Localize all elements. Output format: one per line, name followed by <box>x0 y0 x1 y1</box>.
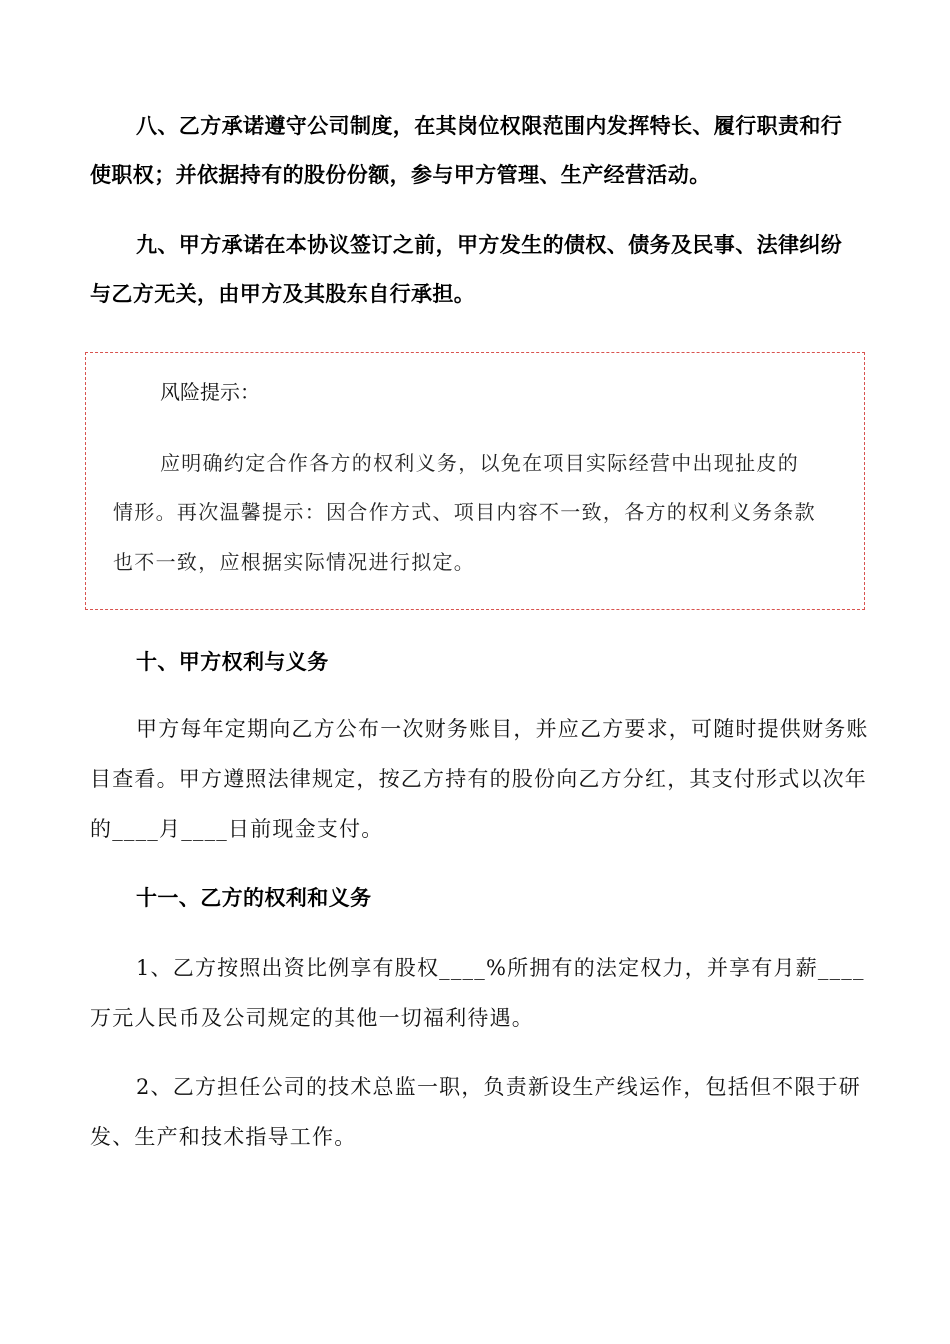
risk-notice-line-2: 情形。再次温馨提示：因合作方式、项目内容不一致，各方的权利义务条款 <box>113 500 816 524</box>
risk-notice-title: 风险提示： <box>160 380 260 404</box>
clause-8-line-2: 使职权；并依据持有的股份份额，参与甲方管理、生产经营活动。 <box>90 163 711 187</box>
section-10-heading: 十、甲方权利与义务 <box>136 650 329 674</box>
section-10-line-3: 的____月____日前现金支付。 <box>90 817 384 841</box>
section-10-line-1: 甲方每年定期向乙方公布一次财务账目，并应乙方要求，可随时提供财务账 <box>136 717 869 741</box>
section-11-item-2-line-2: 发、生产和技术指导工作。 <box>90 1125 357 1149</box>
risk-notice-line-1: 应明确约定合作各方的权利义务，以免在项目实际经营中出现扯皮的 <box>160 451 799 475</box>
risk-notice-line-3: 也不一致，应根据实际情况进行拟定。 <box>113 550 476 574</box>
section-11-item-1-line-2: 万元人民币及公司规定的其他一切福利待遇。 <box>90 1006 534 1030</box>
section-11-item-2-line-1: 2、乙方担任公司的技术总监一职，负责新设生产线运作，包括但不限于研 <box>136 1075 861 1099</box>
section-11-item-1-line-1: 1、乙方按照出资比例享有股权____%所拥有的法定权力，并享有月薪____ <box>136 956 865 980</box>
clause-9-line-2: 与乙方无关，由甲方及其股东自行承担。 <box>90 282 476 306</box>
section-11-heading: 十一、乙方的权利和义务 <box>136 886 372 910</box>
section-10-line-2: 目查看。甲方遵照法律规定，按乙方持有的股份向乙方分红，其支付形式以次年 <box>90 767 867 791</box>
clause-8-line-1: 八、乙方承诺遵守公司制度，在其岗位权限范围内发挥特长、履行职责和行 <box>136 114 843 138</box>
clause-9-line-1: 九、甲方承诺在本协议签订之前，甲方发生的债权、债务及民事、法律纠纷 <box>136 233 843 257</box>
